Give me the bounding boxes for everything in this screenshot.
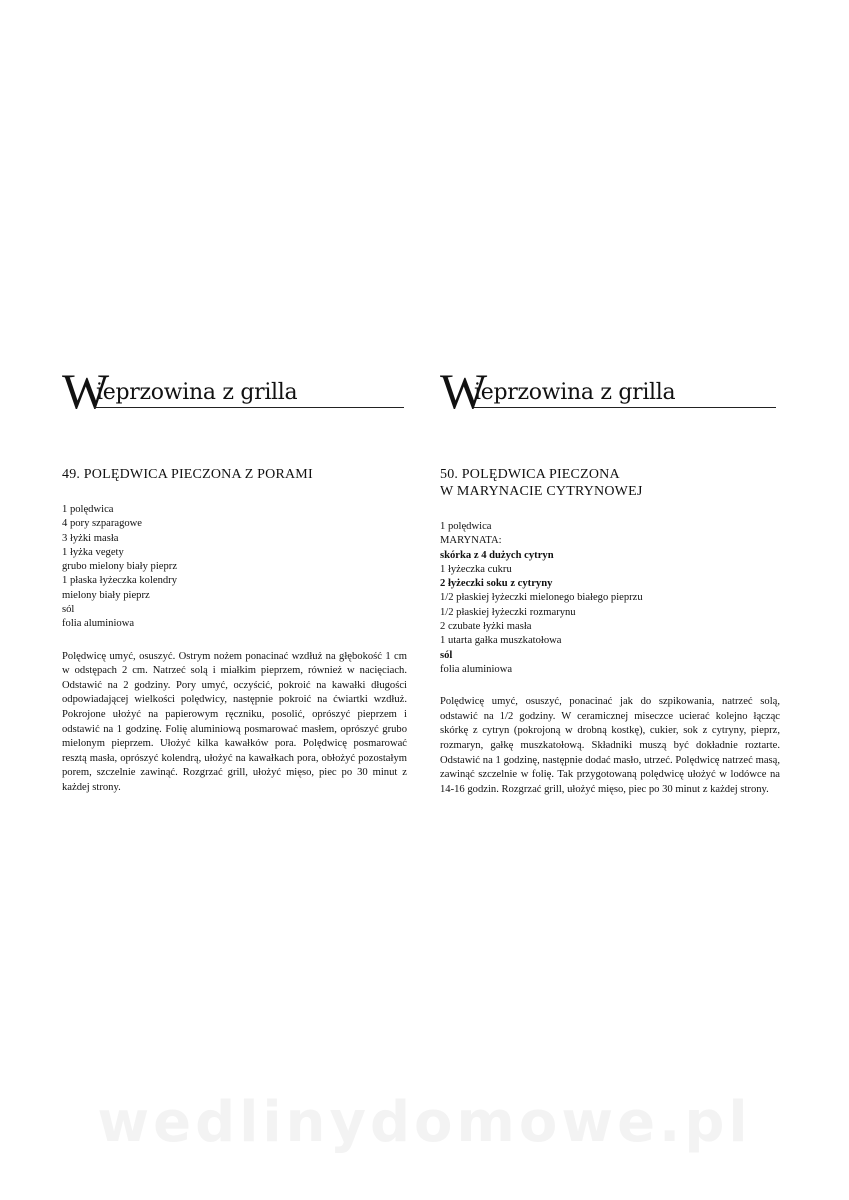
method-paragraph: Polędwicę umyć, osuszyć. Ostrym nożem ponacinać wzdłuż na głębokość 1 cm w odstępach 2 cm. Natrzeć solą i miałkim pieprzem, również w nacięciach. Odstawić na 2 godziny. Pory umyć, oczyścić, pokroić na kawałki długości odpowiadającej wielkości polędwicy, następnie pokroić na ćwiartki wzdłuż. Pokrojone ułożyć na papierowym ręczniku, posolić, oprószyć pieprzem i odstawić na 1 godzinę. Folię aluminiową posmarować masłem, oprószyć grubo mielonym pieprzem. Ułożyć kilka kawałków pora. Polędwicę posmarować resztą masła, oprószyć kolendrą, ułożyć na kawałkach pora, obłożyć pozostałym porem, szczelnie zawinąć. Rozgrzać grill, ułożyć mięso, piec po 30 minut z każdej strony. — [62, 650, 407, 794]
ingredient-list — [62, 503, 407, 632]
title-line: 49. POLĘDWICA PIECZONA Z PORAMI — [62, 467, 313, 482]
ingredient-item: folia aluminiowa — [62, 618, 135, 630]
ingredient-item: skórka z 4 dużych cytryn — [440, 549, 554, 561]
ingredient-item: 4 pory szparagowe — [62, 518, 143, 530]
header-text: ieprzowina z grilla — [474, 380, 676, 405]
method-text — [440, 695, 780, 797]
recipe-title — [440, 466, 780, 500]
ingredient-item: sól — [440, 649, 453, 661]
header-initial: W — [62, 363, 108, 419]
title-line: W MARYNACIE CYTRYNOWEJ — [440, 484, 643, 499]
ingredient-item: 1 polędwica — [62, 504, 114, 515]
header-rule — [474, 407, 776, 408]
ingredient-item: 1 polędwica — [440, 521, 492, 532]
ingredient-item: MARYNATA: — [440, 535, 502, 547]
ingredient-item: sól — [62, 604, 75, 616]
section-header — [440, 363, 780, 420]
header-text: ieprzowina z grilla — [96, 380, 298, 405]
recipe-title — [62, 466, 407, 483]
recipe-49 — [62, 363, 407, 796]
ingredient-item: 2 łyżeczki soku z cytryny — [440, 578, 553, 590]
ingredient-item: 1 płaska łyżeczka kolendry — [62, 575, 178, 587]
ingredient-item: 1 łyżeczka cukru — [440, 563, 512, 575]
ingredient-item: grubo mielony biały pieprz — [62, 561, 178, 573]
method-paragraph: Polędwicę umyć, osuszyć, ponacinać jak do szpikowania, natrzeć solą, odstawić na 1/2 godziny. W ceramicznej miseczce ucierać kolejno łącząc skórkę z cytryn (pokrojoną w drobną kostkę), cukier, sok z cytryny, pieprz, rozmaryn, gałkę muszkatołową. Składniki muszą być dokładnie roztarte. Odstawić na 1 godzinę, następnie dodać masło, utrzeć. Polędwicę natrzeć masą, zawinąć szczelnie w folię. Tak przygotowaną polędwicę ułożyć w lodówce na 14-16 godzin. Rozgrzać grill, ułożyć mięso, piec po 30 minut z każdej strony. — [440, 696, 780, 795]
watermark: wedlinydomowe.pl — [97, 1090, 752, 1155]
title-line: 50. POLĘDWICA PIECZONA — [440, 467, 620, 482]
ingredient-item: mielony biały pieprz — [62, 589, 150, 601]
ingredient-item: 1 łyżka vegety — [62, 546, 124, 558]
header-rule — [94, 407, 404, 408]
header-initial: W — [440, 363, 486, 419]
method-text — [62, 650, 407, 796]
ingredient-item: 2 czubate łyżki masła — [440, 621, 532, 633]
ingredient-list — [440, 520, 780, 677]
ingredient-item: 1 utarta gałka muszkatołowa — [440, 635, 562, 647]
recipe-50 — [440, 363, 780, 797]
ingredient-item: folia aluminiowa — [440, 663, 513, 675]
ingredient-item: 3 łyżki masła — [62, 532, 119, 544]
ingredient-item: 1/2 płaskiej łyżeczki rozmarynu — [440, 606, 576, 618]
section-header — [62, 363, 407, 420]
ingredient-item: 1/2 płaskiej łyżeczki mielonego białego pieprzu — [440, 592, 643, 604]
